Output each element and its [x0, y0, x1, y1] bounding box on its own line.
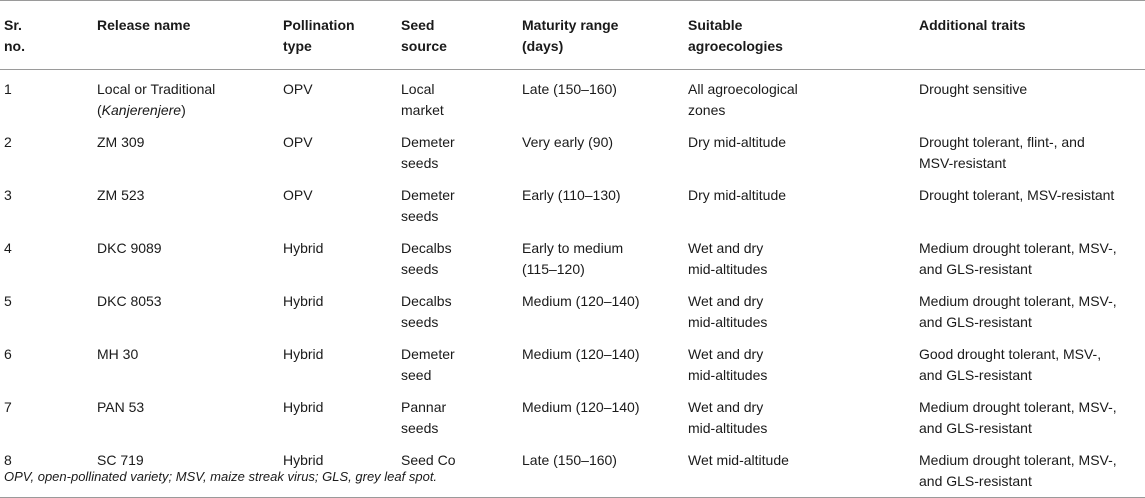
cell-maturity: Medium (120–140): [522, 346, 640, 362]
cell-seed-source: Decalbs seeds: [401, 240, 452, 277]
header-sr-no: Sr. no.: [0, 1, 93, 70]
cell-maturity: Medium (120–140): [522, 293, 640, 309]
cell-pollination: Hybrid: [283, 293, 324, 309]
cell-maturity: Late (150–160): [522, 81, 617, 97]
cell-release-name: PAN 53: [97, 399, 145, 415]
cell-maturity: Early to medium (115–120): [522, 240, 624, 277]
cell-agroecologies: Dry mid-altitude: [688, 134, 787, 150]
cell-agroecologies: All agroecological zones: [688, 81, 798, 118]
cell-pollination: OPV: [283, 187, 313, 203]
cell-release-name: DKC 8053: [97, 293, 162, 309]
cell-traits: Drought sensitive: [919, 81, 1028, 97]
cell-sr: 1: [4, 81, 12, 97]
cell-pollination: Hybrid: [283, 346, 324, 362]
cell-sr: 2: [4, 134, 12, 150]
table-row: [0, 390, 1145, 443]
table-body: [0, 70, 1145, 498]
cell-pollination: OPV: [283, 81, 313, 97]
cell-traits: Medium drought tolerant, MSV-, and GLS-resistant: [915, 443, 1145, 498]
cell-sr: 4: [4, 240, 12, 256]
cell-seed-source: Demeter seeds: [401, 134, 455, 171]
cell-maturity: Late (150–160): [518, 443, 684, 498]
cell-maturity: Medium (120–140): [522, 399, 640, 415]
table-row: [0, 337, 1145, 390]
cell-pollination: Hybrid: [283, 240, 324, 256]
cell-release-name: ZM 309: [97, 134, 145, 150]
cell-sr: 3: [4, 187, 12, 203]
table-row: [0, 231, 1145, 284]
cell-agroecologies: Wet and dry mid-altitudes: [688, 346, 768, 383]
table-row: [0, 284, 1145, 337]
table-header: [0, 1, 1145, 70]
cell-agroecologies: Wet and dry mid-altitudes: [688, 293, 768, 330]
cell-sr: 6: [4, 346, 12, 362]
cell-release-name: Local or Traditional (Kanjerenjere): [97, 81, 216, 118]
table-row: [0, 178, 1145, 231]
cell-pollination: Hybrid: [279, 443, 397, 498]
cell-traits: Medium drought tolerant, MSV-, and GLS-resistant: [919, 240, 1117, 277]
cell-seed-source: Local market: [401, 81, 444, 118]
cell-maturity: Very early (90): [522, 134, 614, 150]
cell-agroecologies: Wet and dry mid-altitudes: [688, 240, 768, 277]
cell-sr: 7: [4, 399, 12, 415]
cell-traits: Good drought tolerant, MSV-, and GLS-resistant: [919, 346, 1102, 383]
header-maturity-range: Maturity range (days): [518, 1, 684, 70]
cell-seed-source: Demeter seeds: [401, 187, 455, 224]
cell-release-name: SC 719: [93, 443, 279, 498]
header-seed-source: Seed source: [397, 1, 518, 70]
table-footnote: OPV, open-pollinated variety; MSV, maize streak virus; GLS, grey leaf spot.: [4, 469, 438, 484]
header-additional-traits: Additional traits: [915, 1, 1145, 70]
cell-sr: 8: [0, 443, 93, 498]
cell-seed-source: Seed Co: [397, 443, 518, 498]
table-row: [0, 70, 1145, 126]
cell-traits: Drought tolerant, flint-, and MSV-resistant: [919, 134, 1085, 171]
cell-agroecologies: Dry mid-altitude: [688, 187, 787, 203]
cell-sr: 5: [4, 293, 12, 309]
cell-maturity: Early (110–130): [522, 187, 621, 203]
cell-agroecologies: Wet mid-altitude: [684, 443, 915, 498]
table-row: [0, 125, 1145, 178]
cell-release-name: DKC 9089: [97, 240, 162, 256]
cell-pollination: Hybrid: [283, 399, 324, 415]
header-release-name: Release name: [93, 1, 279, 70]
cell-traits: Medium drought tolerant, MSV-, and GLS-resistant: [919, 399, 1117, 436]
header-suitable-agroecologies: Suitable agroecologies: [684, 1, 915, 70]
cell-pollination: OPV: [283, 134, 313, 150]
cell-seed-source: Decalbs seeds: [401, 293, 452, 330]
cell-release-name: MH 30: [97, 346, 139, 362]
cell-seed-source: Pannar seeds: [401, 399, 447, 436]
cell-traits: Medium drought tolerant, MSV-, and GLS-resistant: [919, 293, 1117, 330]
cell-agroecologies: Wet and dry mid-altitudes: [688, 399, 768, 436]
header-pollination-type: Pollination type: [279, 1, 397, 70]
cell-release-name: ZM 523: [97, 187, 145, 203]
cell-traits: Drought tolerant, MSV-resistant: [919, 187, 1115, 203]
cell-seed-source: Demeter seed: [401, 346, 455, 383]
